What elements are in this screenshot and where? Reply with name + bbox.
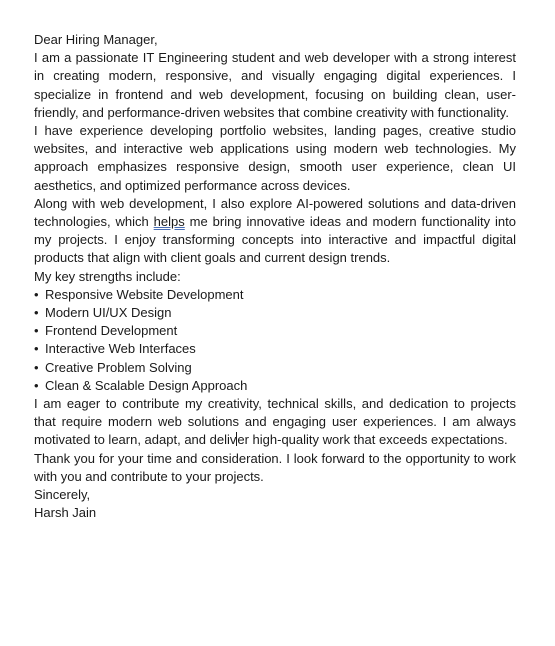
strength-label: Creative Problem Solving <box>45 359 192 375</box>
ai-paragraph <box>34 195 516 268</box>
strength-item <box>34 340 516 358</box>
strength-label: Modern UI/UX Design <box>45 305 172 321</box>
bullet-icon: • <box>34 286 39 302</box>
strength-item <box>34 304 516 322</box>
bullet-icon: • <box>34 341 39 357</box>
strength-item <box>34 359 516 377</box>
signature: Harsh Jain <box>34 505 97 521</box>
greeting: Dear Hiring Manager, <box>34 32 158 47</box>
ai-paragraph-part2: me bring innovative ideas and modern functionality into my projects. I enjoy transforming concepts into interactive and impactful digital products that align with client goals and current design trends. <box>34 214 516 266</box>
ai-paragraph-part1: Along with web development, I also explore AI-powered solutions and data-driven technologies, which <box>34 195 516 230</box>
strength-label: Frontend Development <box>45 323 178 339</box>
bullet-icon: • <box>34 305 39 321</box>
intro-paragraph: I am a passionate IT Engineering student and web developer with a strong interest in creating modern, responsive, and visually engaging digital experiences. I specialize in frontend and web development, focusing on building clean, user-friendly, and performance-driven websites that combine creativity with functionality. <box>34 50 516 120</box>
bullet-icon: • <box>34 359 39 375</box>
thanks-paragraph: Thank you for your time and consideration. I look forward to the opportunity to work with you and contribute to your projects. <box>34 450 516 484</box>
eager-paragraph-part2: er high-quality work that exceeds expectations. <box>237 432 508 448</box>
strength-label: Clean & Scalable Design Approach <box>45 377 248 393</box>
bullet-icon: • <box>34 323 39 339</box>
closing: Sincerely, <box>34 487 91 503</box>
letter-body[interactable] <box>34 31 516 522</box>
strength-label: Interactive Web Interfaces <box>45 341 196 357</box>
strengths-list <box>34 286 516 395</box>
strength-item <box>34 377 516 395</box>
strengths-heading: My key strengths include: <box>34 268 181 284</box>
experience-paragraph: I have experience developing portfolio websites, landing pages, creative studio websites, and interactive web applications using modern web technologies. My approach emphasizes responsive design, smooth user experience, clean UI aesthetics, and optimized performance across devices. <box>34 123 516 193</box>
grammar-flagged-word[interactable]: helps <box>153 214 185 230</box>
strength-item <box>34 322 516 340</box>
eager-paragraph-part1: I am eager to contribute my creativity, technical skills, and dedication to projects that require modern web solutions and engaging user experiences. I am always motivated to learn, adapt, and deliv <box>34 396 516 448</box>
eager-paragraph <box>34 395 516 450</box>
strength-item <box>34 286 516 304</box>
bullet-icon: • <box>34 377 39 393</box>
strength-label: Responsive Website Development <box>45 286 244 302</box>
